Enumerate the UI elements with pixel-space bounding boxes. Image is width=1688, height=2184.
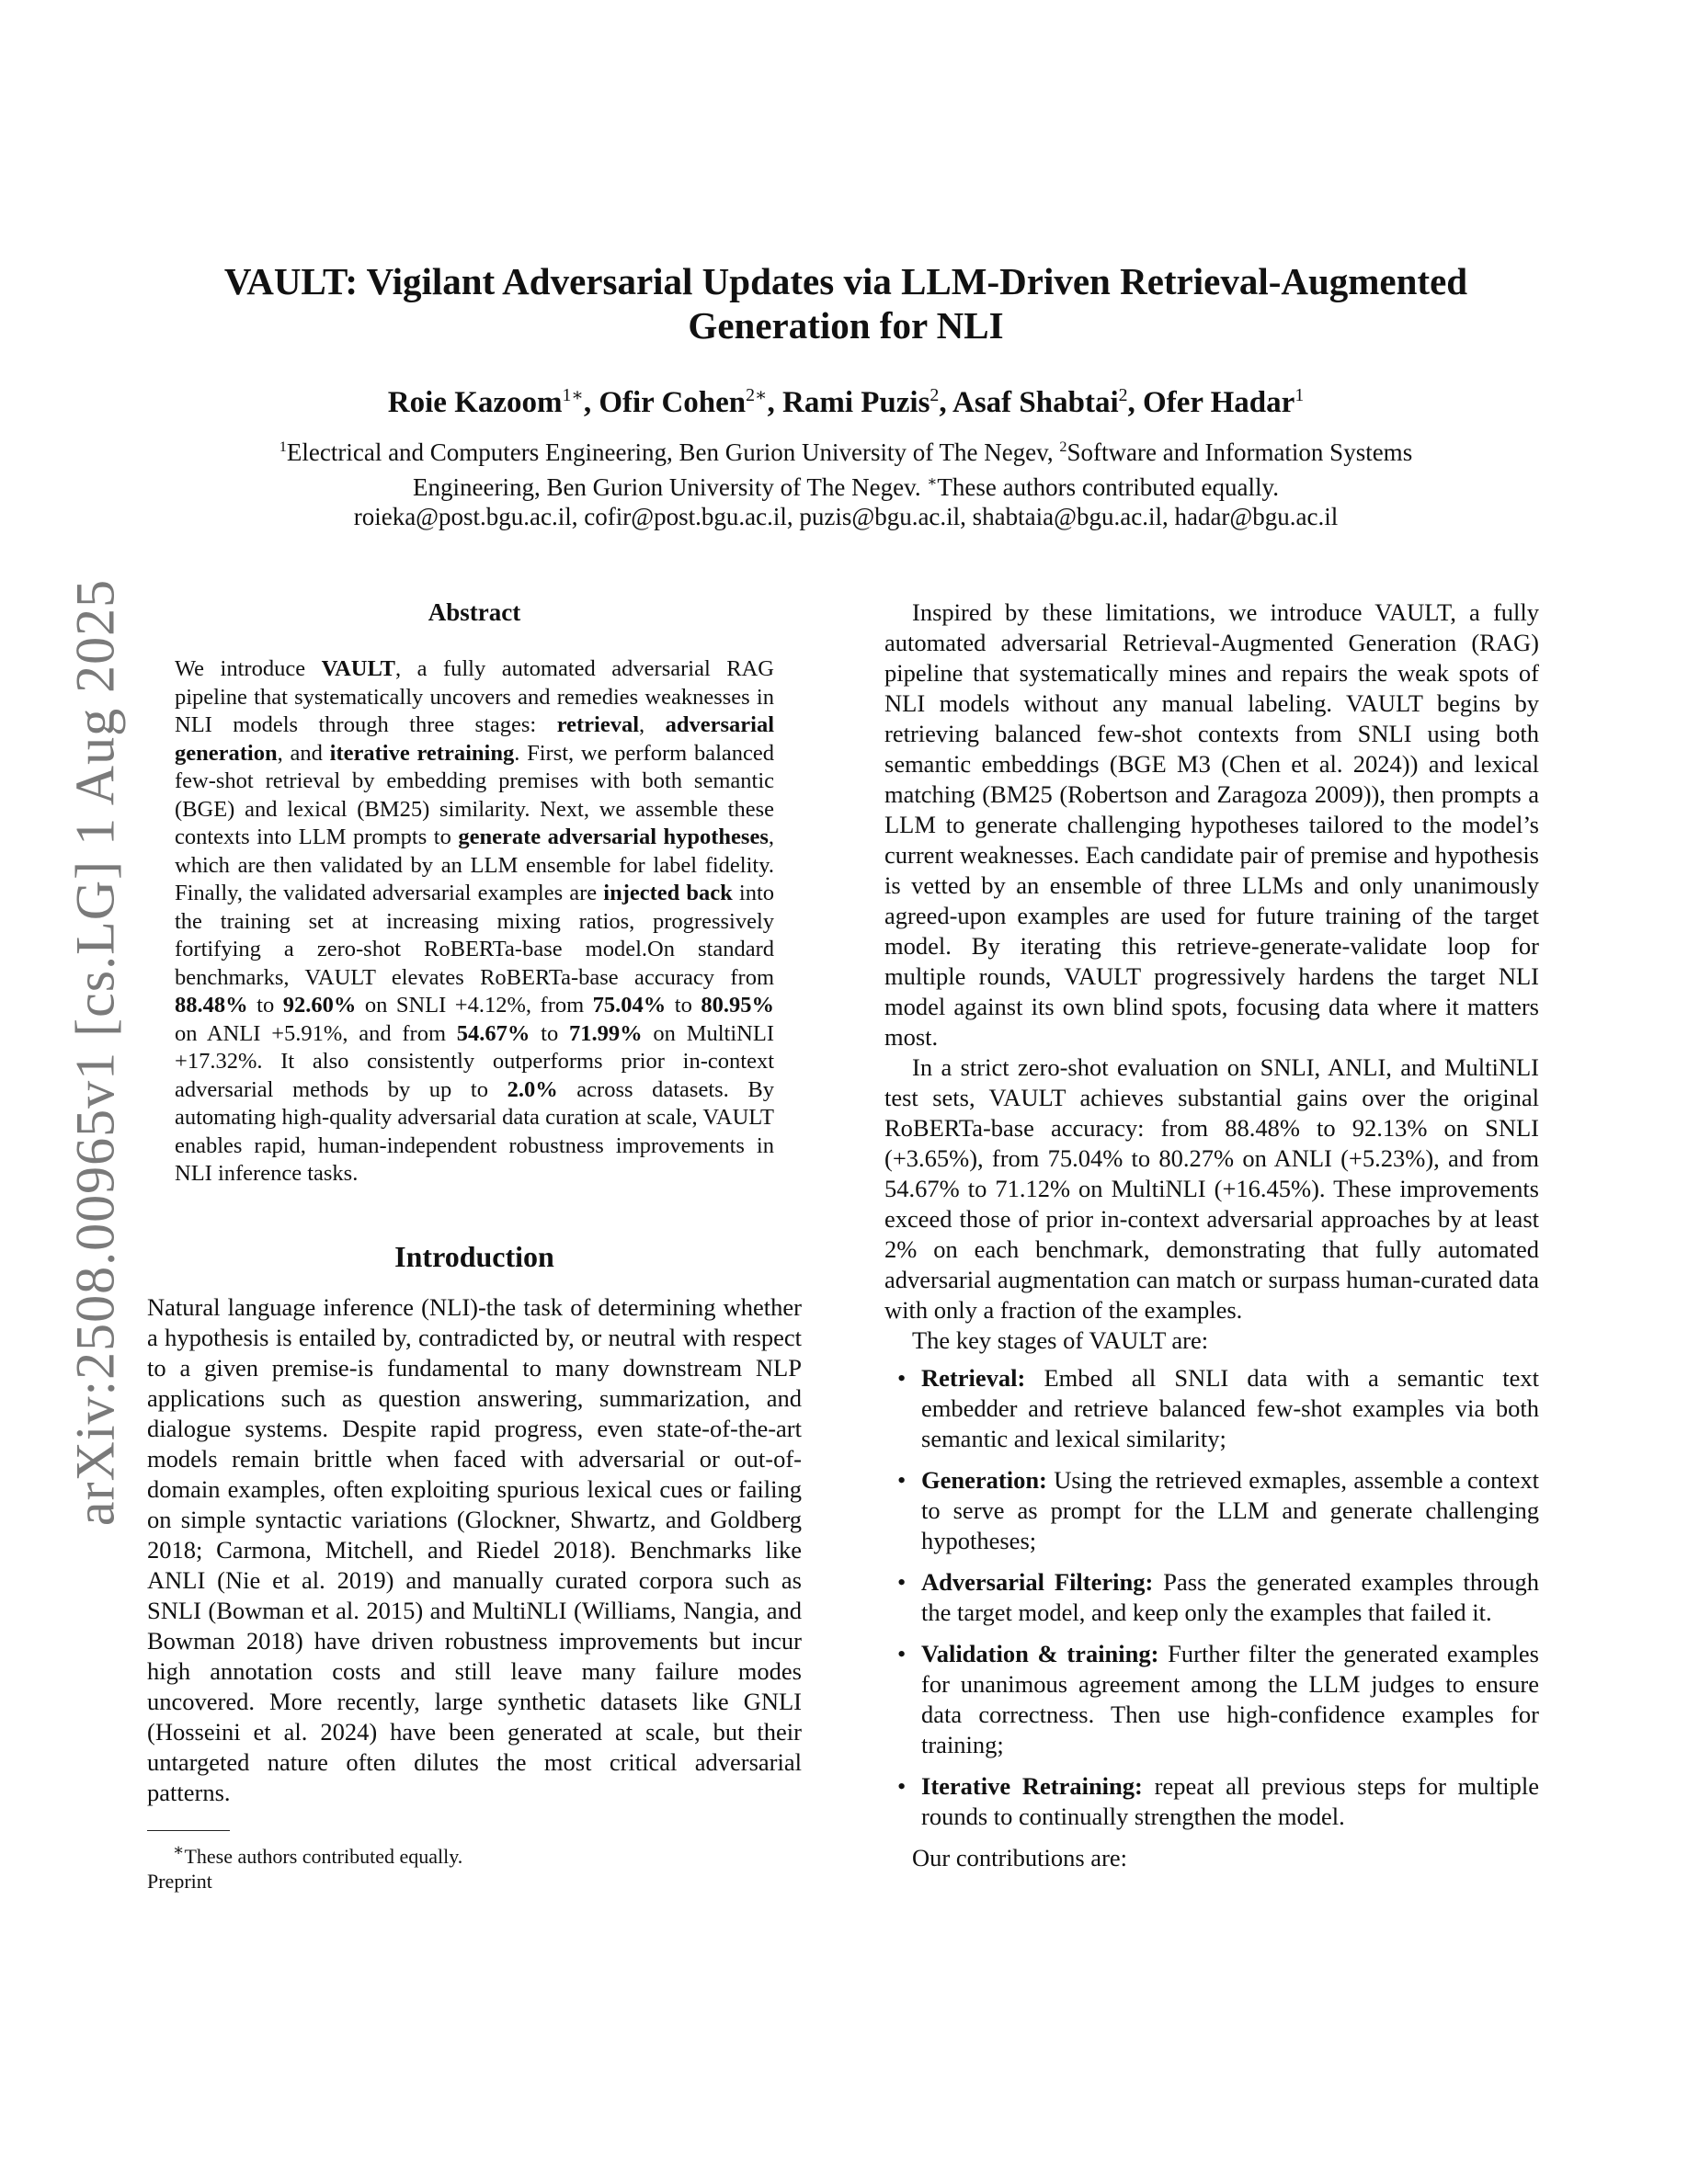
body-paragraph-vault-intro: Inspired by these limitations, we introduce VAULT, a fully automated adversarial Retrieval-Augmented Generation (RAG) pipeline that systematically mines and repairs the weak spots of NLI models without any manual labeling. VAULT begins by retrieving balanced few-shot contexts from SNLI using both semantic embeddings (BGE M3 (Chen et al. 2024)) and lexical matching (BM25 (Robertson and Zaragoza 2009)), then prompts a LLM to generate challenging hypotheses tailored to the model’s current weaknesses. Each candidate pair of premise and hypothesis is vetted by an ensemble of three LLMs and only unanimously agreed-upon examples are used for future training of the target model. By iterating this retrieve-generate-validate loop for multiple rounds, VAULT progressively hardens the target NLI model against its own blind spots, focusing data where it matters most. (884, 598, 1539, 1051)
footnote: ∗These authors contributed equally. (173, 1840, 463, 1868)
body-paragraph-results: In a strict zero-shot evaluation on SNLI, ANLI, and MultiNLI test sets, VAULT achieves substantial gains over the original RoBERTa-base accuracy: from 88.48% to 92.13% on SNLI (+3.65%), from 75.04% to 80.27% on ANLI (+5.23%), and from 54.67% to 71.12% on MultiNLI (+16.45%). These improvements exceed those of prior in-context adversarial approaches by at least 2% on each benchmark, demonstrating that fully automated adversarial augmentation can match or surpass human-curated data with only a fraction of the examples. (884, 1053, 1539, 1324)
stages-intro: The key stages of VAULT are: (912, 1326, 1209, 1354)
author-affiliation-mark: 1∗ (562, 385, 584, 405)
author-list: Roie Kazoom$^{1∗}$, Ofir Cohen$^{2∗}$, Rami Puzis$^2$, Asaf Shabtai$^2$, Ofer Hadar$^1$ (387, 385, 1305, 419)
preprint-label: Preprint (147, 1869, 212, 1893)
author-name: Asaf Shabtai (952, 386, 1119, 419)
author-affiliation-mark: 2∗ (746, 385, 768, 405)
introduction-paragraph: Natural language inference (NLI)-the task of determining whether a hypothesis is entailed by, contradicted by, or neutral with respect to a given premise-is fundamental to many downstream NLP applications such as question answering, summarization, and dialogue systems. Despite rapid progress, even state-of-the-art models remain brittle when faced with adversarial or out-of-domain examples, often exploiting spurious lexical cues or failing on simple syntactic variations (Glockner, Shwartz, and Goldberg 2018; Carmona, Mitchell, and Riedel 2018). Benchmarks like ANLI (Nie et al. 2019) and manually curated corpora such as SNLI (Bowman et al. 2015) and MultiNLI (Williams, Nangia, and Bowman 2018) have driven robustness improvements but incur high annotation costs and still leave many failure modes uncovered. More recently, large synthetic datasets like GNLI (Hosseini et al. 2024) have been generated at scale, but their untargeted nature often dilutes the most critical adversarial patterns. (147, 1292, 802, 1806)
arxiv-identifier-stamp: arXiv:2508.00965v1 [cs.LG] 1 Aug 2025 (64, 578, 126, 1527)
paper-title: VAULT: Vigilant Adversarial Updates via LLM-Driven Retrieval-Augmented Generation for NLI (223, 260, 1468, 347)
stage-item: • Adversarial Filtering: Pass the generated examples through the target model, and keep only the examples that failed it. (884, 1567, 1539, 1628)
stage-item: • Generation: Using the retrieved exmaples, assemble a context to serve as prompt for the LLM and generate challenging hypotheses; (884, 1465, 1539, 1556)
footnote-divider (147, 1830, 230, 1831)
abstract-heading: Abstract (428, 598, 521, 626)
right-column (884, 597, 1539, 1873)
author-name: Ofer Hadar (1143, 386, 1295, 419)
author-affiliation-mark: 2 (1118, 385, 1128, 405)
affiliation-line-2: Engineering, Ben Gurion University of The Negev. ∗These authors contributed equally. (412, 473, 1280, 501)
stage-item: • Retrieval: Embed all SNLI data with a semantic text embedder and retrieve balanced few-shot examples via both semantic and lexical similarity; (884, 1363, 1539, 1454)
contributions-intro: Our contributions are: (912, 1844, 1128, 1871)
abstract-text: We introduce VAULT, a fully automated adversarial RAG pipeline that systematically uncovers and remedies weaknesses in NLI models through three stages: retrieval, adversarial generation, and iterative retraining. First, we perform balanced few-shot retrieval by embedding premises with both semantic (BGE) and lexical (BM25) similarity. Next, we assemble these contexts into LLM prompts to generate adversarial hypotheses, which are then validated by an LLM ensemble for label fidelity. Finally, the validated adversarial examples are injected back into the training set at increasing mixing ratios, progressively fortifying a zero-shot RoBERTa-base model.On standard benchmarks, VAULT elevates RoBERTa-base accuracy from 88.48% to 92.60% on SNLI +4.12%, from 75.04% to 80.95% on ANLI +5.91%, and from 54.67% to 71.99% on MultiNLI +17.32%. It also consistently outperforms prior in-context adversarial methods by up to 2.0% across datasets. By automating high-quality adversarial data curation at scale, VAULT enables rapid, human-independent robustness improvements in NLI inference tasks. (175, 656, 775, 1186)
stage-item: • Iterative Retraining: repeat all previous steps for multiple rounds to continually strengthen the model. (884, 1771, 1539, 1832)
author-affiliation-mark: 2 (930, 385, 940, 405)
left-column (147, 597, 802, 1894)
author-name: Ofir Cohen (599, 386, 747, 419)
stages-list (884, 1363, 1539, 1832)
author-emails: roieka@post.bgu.ac.il, cofir@post.bgu.ac.il, puzis@bgu.ac.il, shabtaia@bgu.ac.il, hadar@bgu.ac.il (353, 503, 1339, 530)
author-affiliation-mark: 1 (1295, 385, 1305, 405)
affiliation-line-1: $^1$Electrical and Computers Engineering, Ben Gurion University of The Negev, $^2$Software and Information Systems (279, 438, 1413, 466)
affiliations (147, 432, 1545, 531)
introduction-heading: Introduction (394, 1239, 554, 1273)
author-name: Rami Puzis (782, 386, 930, 419)
stage-item: • Validation & training: Further filter the generated examples for unanimous agreement among the LLM judges to ensure data correctness. Then use high-confidence examples for training; (884, 1639, 1539, 1760)
author-name: Roie Kazoom (387, 386, 563, 419)
